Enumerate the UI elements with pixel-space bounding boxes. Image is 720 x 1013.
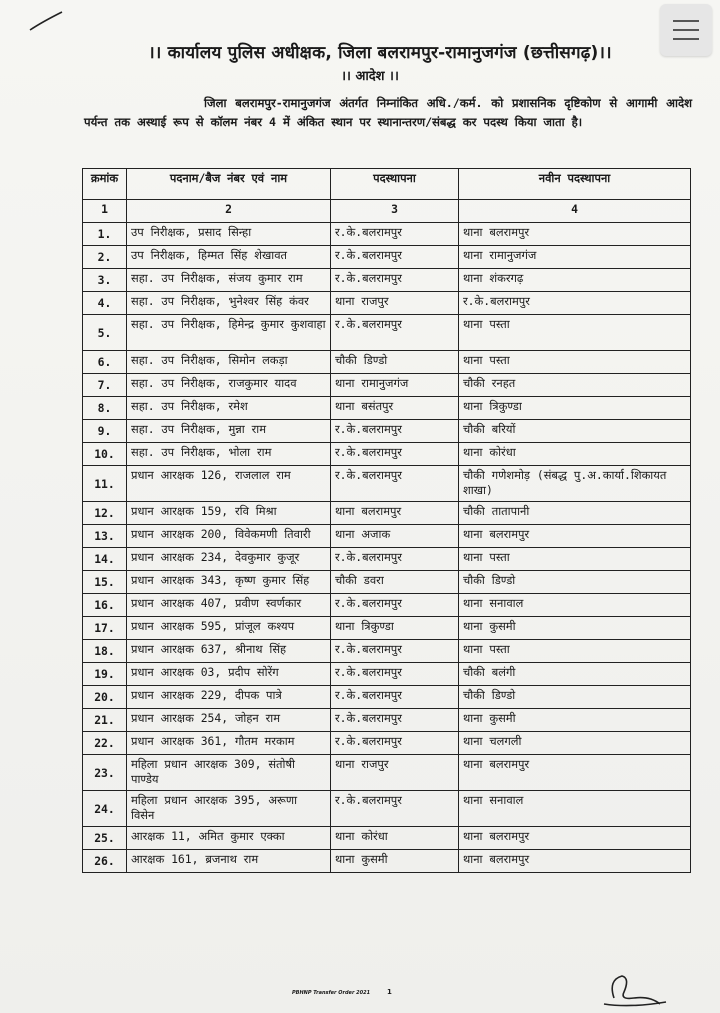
officer-name: प्रधान आरक्षक 229, दीपक पात्रे: [127, 686, 331, 709]
serial-number: 1.: [83, 223, 127, 246]
officer-name: सहा. उप निरीक्षक, राजकुमार यादव: [127, 374, 331, 397]
new-posting: थाना पस्ता: [459, 640, 691, 663]
header-name: पदनाम/बैज नंबर एवं नाम: [127, 169, 331, 200]
new-posting: थाना पस्ता: [459, 315, 691, 351]
serial-number: 22.: [83, 732, 127, 755]
officer-name: प्रधान आरक्षक 595, प्रांजूल कश्यप: [127, 617, 331, 640]
officer-name: सहा. उप निरीक्षक, हिमेन्द्र कुमार कुशवाहा: [127, 315, 331, 351]
current-posting: र.के.बलरामपुर: [331, 443, 459, 466]
table-row: [83, 791, 691, 827]
page-number: 1: [387, 988, 392, 996]
table-row: [83, 351, 691, 374]
serial-number: 13.: [83, 525, 127, 548]
order-paragraph: जिला बलरामपुर-रामानुजगंज अंतर्गत निम्नांकित अधि./कर्म. को प्रशासनिक दृष्टिकोण से आगामी आदेश पर्यन्त तक अस्थाई रूप से कॉलम नंबर 4 में अंकित स्थान पर स्थानान्तरण/संबद्ध कर पदस्थ किया जाता है।: [84, 96, 692, 129]
table-row: [83, 548, 691, 571]
current-posting: र.के.बलरामपुर: [331, 223, 459, 246]
pen-mark: [28, 8, 64, 32]
officer-name: सहा. उप निरीक्षक, रमेश: [127, 397, 331, 420]
new-posting: थाना बलरामपुर: [459, 525, 691, 548]
current-posting: थाना बलरामपुर: [331, 502, 459, 525]
current-posting: र.के.बलरामपुर: [331, 466, 459, 502]
table-row: [83, 686, 691, 709]
current-posting: र.के.बलरामपुर: [331, 791, 459, 827]
current-posting: र.के.बलरामपुर: [331, 709, 459, 732]
new-posting: चौकी बरियों: [459, 420, 691, 443]
new-posting: चौकी गणेशमोड़ (संबद्ध पु.अ.कार्या.शिकायत शाखा): [459, 466, 691, 502]
current-posting: र.के.बलरामपुर: [331, 269, 459, 292]
table-row: [83, 594, 691, 617]
new-posting: थाना बलरामपुर: [459, 755, 691, 791]
table-row: [83, 663, 691, 686]
serial-number: 24.: [83, 791, 127, 827]
new-posting: थाना कोरंधा: [459, 443, 691, 466]
current-posting: र.के.बलरामपुर: [331, 686, 459, 709]
officer-name: प्रधान आरक्षक 407, प्रवीण स्वर्णकार: [127, 594, 331, 617]
serial-number: 2.: [83, 246, 127, 269]
current-posting: र.के.बलरामपुर: [331, 663, 459, 686]
new-posting: थाना पस्ता: [459, 351, 691, 374]
serial-number: 17.: [83, 617, 127, 640]
serial-number: 15.: [83, 571, 127, 594]
new-posting: चौकी तातापानी: [459, 502, 691, 525]
serial-number: 6.: [83, 351, 127, 374]
serial-number: 25.: [83, 827, 127, 850]
table-row: [83, 525, 691, 548]
new-posting: थाना त्रिकुण्डा: [459, 397, 691, 420]
officer-name: प्रधान आरक्षक 343, कृष्ण कुमार सिंह: [127, 571, 331, 594]
officer-name: महिला प्रधान आरक्षक 309, संतोषी पाण्डेय: [127, 755, 331, 791]
serial-number: 8.: [83, 397, 127, 420]
new-posting: थाना बलरामपुर: [459, 827, 691, 850]
officer-name: आरक्षक 11, अमित कुमार एक्का: [127, 827, 331, 850]
header-serial: क्रमांक: [83, 169, 127, 200]
serial-number: 14.: [83, 548, 127, 571]
officer-name: प्रधान आरक्षक 637, श्रीनाथ सिंह: [127, 640, 331, 663]
officer-name: सहा. उप निरीक्षक, संजय कुमार राम: [127, 269, 331, 292]
current-posting: थाना राजपुर: [331, 292, 459, 315]
order-heading: ।। आदेश ।।: [341, 69, 399, 84]
table-row: [83, 571, 691, 594]
document-label: PBHNP Transfer Order 2021: [292, 990, 371, 996]
current-posting: चौकी डवरा: [331, 571, 459, 594]
new-posting: थाना शंकरगढ़: [459, 269, 691, 292]
new-posting: चौकी बलंगी: [459, 663, 691, 686]
current-posting: थाना रामानुजगंज: [331, 374, 459, 397]
hamburger-menu-icon: [673, 20, 699, 22]
officer-name: प्रधान आरक्षक 159, रवि मिश्रा: [127, 502, 331, 525]
officer-name: प्रधान आरक्षक 234, देवकुमार कुजूर: [127, 548, 331, 571]
current-posting: र.के.बलरामपुर: [331, 594, 459, 617]
officer-name: सहा. उप निरीक्षक, भुनेश्वर सिंह कंवर: [127, 292, 331, 315]
serial-number: 23.: [83, 755, 127, 791]
serial-number: 4.: [83, 292, 127, 315]
serial-number: 16.: [83, 594, 127, 617]
officer-name: प्रधान आरक्षक 254, जोहन राम: [127, 709, 331, 732]
officer-name: प्रधान आरक्षक 126, राजलाल राम: [127, 466, 331, 502]
table-row: [83, 246, 691, 269]
table-row: [83, 292, 691, 315]
officer-name: सहा. उप निरीक्षक, भोला राम: [127, 443, 331, 466]
serial-number: 18.: [83, 640, 127, 663]
officer-name: महिला प्रधान आरक्षक 395, अरूणा विसेन: [127, 791, 331, 827]
new-posting: र.के.बलरामपुर: [459, 292, 691, 315]
table-row: [83, 466, 691, 502]
current-posting: र.के.बलरामपुर: [331, 548, 459, 571]
current-posting: थाना कुसमी: [331, 850, 459, 873]
col-number: 1: [83, 200, 127, 223]
new-posting: थाना कुसमी: [459, 709, 691, 732]
new-posting: चौकी रनहत: [459, 374, 691, 397]
serial-number: 9.: [83, 420, 127, 443]
new-posting: चौकी डिण्डो: [459, 571, 691, 594]
officer-name: प्रधान आरक्षक 03, प्रदीप सोरेंग: [127, 663, 331, 686]
table-row: [83, 640, 691, 663]
table-row: [83, 315, 691, 351]
new-posting: थाना कुसमी: [459, 617, 691, 640]
serial-number: 26.: [83, 850, 127, 873]
table-row: [83, 755, 691, 791]
new-posting: थाना पस्ता: [459, 548, 691, 571]
col-number: 3: [331, 200, 459, 223]
current-posting: र.के.बलरामपुर: [331, 732, 459, 755]
current-posting: थाना त्रिकुण्डा: [331, 617, 459, 640]
table-row: [83, 269, 691, 292]
current-posting: थाना अजाक: [331, 525, 459, 548]
menu-button[interactable]: [660, 4, 712, 56]
current-posting: र.के.बलरामपुर: [331, 315, 459, 351]
table-row: [83, 420, 691, 443]
new-posting: थाना बलरामपुर: [459, 223, 691, 246]
new-posting: थाना सनावाल: [459, 791, 691, 827]
transfer-table: [82, 168, 691, 873]
table-row: [83, 617, 691, 640]
table-row: [83, 397, 691, 420]
officer-name: प्रधान आरक्षक 361, गौतम मरकाम: [127, 732, 331, 755]
header-new-posting: नवीन पदस्थापना: [459, 169, 691, 200]
serial-number: 10.: [83, 443, 127, 466]
signature: [600, 968, 670, 1008]
table-row: [83, 223, 691, 246]
officer-name: उप निरीक्षक, प्रसाद सिन्हा: [127, 223, 331, 246]
officer-name: सहा. उप निरीक्षक, मुन्ना राम: [127, 420, 331, 443]
serial-number: 19.: [83, 663, 127, 686]
column-number-row: [83, 200, 691, 223]
new-posting: थाना बलरामपुर: [459, 850, 691, 873]
current-posting: चौकी डिण्डो: [331, 351, 459, 374]
office-title: ।। कार्यालय पुलिस अधीक्षक, जिला बलरामपुर-रामानुजगंज (छत्तीसगढ़)।।: [148, 43, 612, 63]
new-posting: थाना चलगली: [459, 732, 691, 755]
officer-name: आरक्षक 161, ब्रजनाथ राम: [127, 850, 331, 873]
current-posting: र.के.बलरामपुर: [331, 246, 459, 269]
header-current-posting: पदस्थापना: [331, 169, 459, 200]
current-posting: र.के.बलरामपुर: [331, 420, 459, 443]
new-posting: थाना सनावाल: [459, 594, 691, 617]
table-row: [83, 709, 691, 732]
table-row: [83, 732, 691, 755]
col-number: 2: [127, 200, 331, 223]
serial-number: 3.: [83, 269, 127, 292]
serial-number: 7.: [83, 374, 127, 397]
serial-number: 20.: [83, 686, 127, 709]
officer-name: सहा. उप निरीक्षक, सिमोन लकड़ा: [127, 351, 331, 374]
serial-number: 5.: [83, 315, 127, 351]
serial-number: 12.: [83, 502, 127, 525]
serial-number: 21.: [83, 709, 127, 732]
current-posting: र.के.बलरामपुर: [331, 640, 459, 663]
new-posting: थाना रामानुजगंज: [459, 246, 691, 269]
current-posting: थाना राजपुर: [331, 755, 459, 791]
table-row: [83, 827, 691, 850]
officer-name: उप निरीक्षक, हिम्मत सिंह शेखावत: [127, 246, 331, 269]
officer-name: प्रधान आरक्षक 200, विवेकमणी तिवारी: [127, 525, 331, 548]
table-header-row: [83, 169, 691, 200]
current-posting: थाना कोरंधा: [331, 827, 459, 850]
table-row: [83, 850, 691, 873]
table-row: [83, 502, 691, 525]
col-number: 4: [459, 200, 691, 223]
new-posting: चौकी डिण्डो: [459, 686, 691, 709]
current-posting: थाना बसंतपुर: [331, 397, 459, 420]
table-row: [83, 374, 691, 397]
table-row: [83, 443, 691, 466]
serial-number: 11.: [83, 466, 127, 502]
